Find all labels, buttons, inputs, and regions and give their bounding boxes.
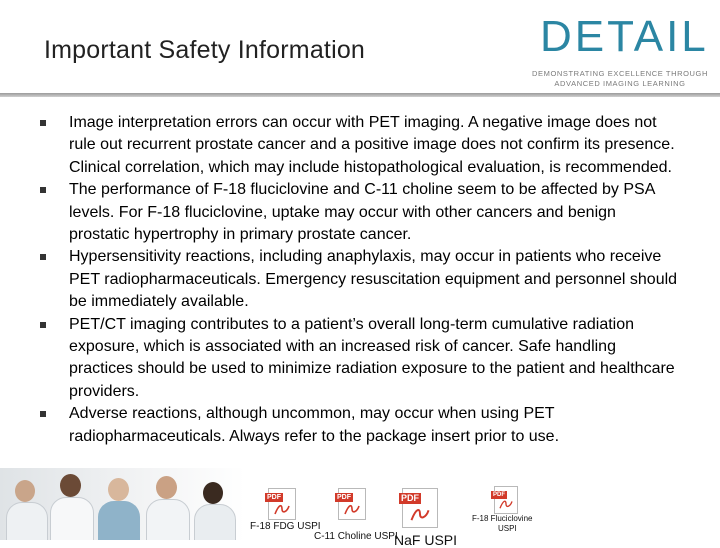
safety-bullet (40, 314, 680, 404)
safety-bullet (40, 179, 680, 246)
fluciclovine-uspi-label-line1: F-18 Fluciclovine (472, 514, 533, 523)
logo-tagline-line2: ADVANCED IMAGING LEARNING (554, 79, 686, 88)
fluciclovine-uspi-label-line2: USPI (498, 524, 517, 533)
acrobat-swirl-icon (343, 502, 361, 516)
bullet-text: The performance of F-18 fluciclovine and C-11 choline seem to be affected by PSA levels. For F-18 fluciclovine, uptake may occur with other cancers and benign prostatic hypertrophy in primary prostate cancer. (69, 181, 655, 244)
person-figure (146, 476, 188, 540)
bullet-text: Hypersensitivity reactions, including anaphylaxis, may occur in patients who receive PET radiopharmaceuticals. Emergency resuscitation equipment and personnel should be immediately available. (69, 248, 678, 311)
pdf-file-icon: PDF (338, 488, 366, 520)
acrobat-swirl-icon (273, 502, 291, 516)
person-figure (50, 474, 92, 540)
logo-wordmark: DETAIL (540, 12, 709, 61)
square-bullet-icon (40, 120, 46, 126)
acrobat-swirl-icon (409, 505, 431, 523)
square-bullet-icon (40, 322, 46, 328)
person-figure (194, 482, 234, 540)
bullet-text: Adverse reactions, although uncommon, may occur when using PET radiopharmaceuticals. Always refer to the package insert prior to use. (69, 405, 560, 445)
header-divider (0, 93, 720, 97)
safety-bullet-list (40, 112, 680, 448)
naf-uspi-label: NaF USPI (394, 532, 458, 548)
bullet-text: Image interpretation errors can occur with PET imaging. A negative image does not rule out recurrent prostate cancer and a positive image does not confirm its presence. Clinical correlation, which may include histopathological evaluation, is recommended. (69, 114, 675, 176)
detail-logo (528, 8, 714, 92)
square-bullet-icon (40, 411, 46, 417)
pdf-file-icon: PDF (494, 486, 518, 514)
bullet-text: PET/CT imaging contributes to a patient’s overall long-term cumulative radiation exposure, which is associated with an increased risk of cancer. Safe handling practices should be used to minimize radiation exposure to the patient and healthcare providers. (69, 315, 675, 400)
page-title: Important Safety Information (44, 36, 366, 64)
square-bullet-icon (40, 187, 46, 193)
clinicians-photo (0, 468, 245, 540)
safety-bullet (40, 112, 680, 179)
person-figure (98, 478, 140, 540)
safety-bullet (40, 403, 680, 448)
person-figure (6, 480, 46, 540)
acrobat-swirl-icon (498, 498, 514, 510)
logo-tagline-line1: DEMONSTRATING EXCELLENCE THROUGH (531, 69, 709, 78)
choline-uspi-label: C-11 Choline USPI (314, 531, 398, 542)
safety-bullet (40, 246, 680, 313)
pdf-file-icon: PDF (268, 488, 296, 520)
pdf-file-icon: PDF (402, 488, 438, 528)
fdg-uspi-label: F-18 FDG USPI (250, 521, 321, 532)
square-bullet-icon (40, 254, 46, 260)
